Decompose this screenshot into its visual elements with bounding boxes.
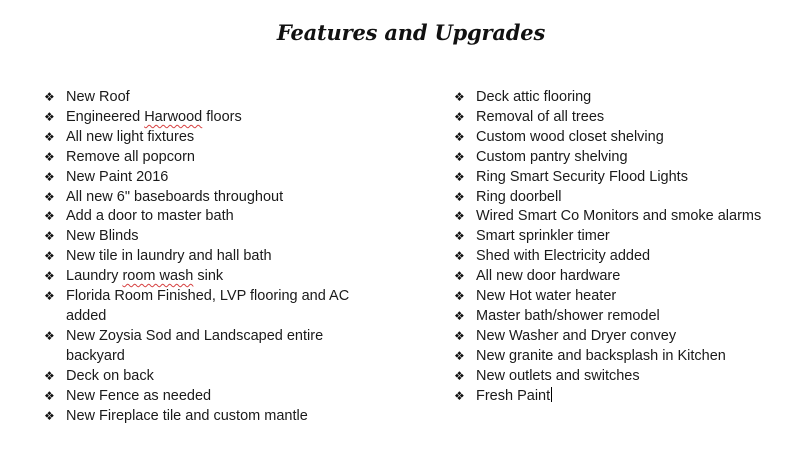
list-item-text: [476, 88, 796, 108]
list-item-text: [476, 148, 796, 168]
list-item-label: New Roof: [66, 89, 130, 105]
list-item-text: [66, 387, 366, 407]
diamond-bullet-icon: ❖: [454, 388, 465, 403]
list-item: [454, 108, 804, 128]
list-item: [454, 227, 804, 247]
diamond-bullet-icon: ❖: [454, 149, 465, 164]
list-item-text: [476, 227, 796, 247]
list-item-text: [476, 168, 796, 188]
spellcheck-flagged-word: room wash: [122, 268, 194, 285]
list-item-text: [66, 247, 366, 267]
list-item-label: All new 6" baseboards throughout: [66, 188, 284, 205]
list-item-label: New Washer and Dryer convey: [476, 327, 677, 344]
list-item-label: Add a door to master bath: [66, 208, 234, 225]
list-item-label: All new light fixtures: [66, 128, 195, 145]
list-item-label: New Zoysia Sod and Landscaped entire backyard: [66, 327, 324, 364]
list-item-label: Deck on back: [66, 367, 154, 384]
list-item-label: New Blinds: [66, 228, 139, 245]
list-item-text: [66, 207, 366, 227]
list-item-text: [476, 267, 796, 287]
diamond-bullet-icon: ❖: [44, 229, 55, 244]
list-item-text: [66, 108, 366, 128]
diamond-bullet-icon: ❖: [454, 209, 465, 224]
list-item-text: [66, 287, 366, 327]
diamond-bullet-icon: ❖: [44, 149, 55, 164]
list-item-text: [66, 88, 366, 108]
list-item-label: New Paint 2016: [66, 168, 169, 185]
list-item: [44, 108, 404, 128]
diamond-bullet-icon: ❖: [454, 129, 465, 144]
diamond-bullet-icon: ❖: [454, 269, 465, 284]
diamond-bullet-icon: ❖: [454, 90, 465, 104]
list-item-label: Remove all popcorn: [66, 148, 195, 165]
diamond-bullet-icon: ❖: [44, 129, 55, 144]
diamond-bullet-icon: ❖: [44, 269, 55, 284]
list-item: [44, 128, 404, 148]
list-item: [44, 227, 404, 247]
list-item: [44, 387, 404, 407]
text-cursor: [551, 387, 552, 402]
spellcheck-flagged-word: Harwood: [144, 108, 203, 125]
list-item-text: [476, 347, 796, 367]
list-item: [454, 327, 804, 347]
features-list-right: [454, 88, 804, 407]
list-item: [454, 168, 804, 188]
list-item-text: [476, 247, 796, 267]
list-item-label: Shed with Electricity added: [476, 248, 651, 265]
list-item-text: [476, 108, 796, 128]
diamond-bullet-icon: ❖: [44, 169, 55, 184]
list-item: [454, 347, 804, 367]
list-item-text-part: floors: [202, 108, 242, 125]
list-item-label: All new door hardware: [476, 268, 621, 285]
list-item-label: Florida Room Finished, LVP flooring and AC added: [66, 288, 350, 324]
diamond-bullet-icon: ❖: [44, 249, 55, 264]
list-item: [454, 188, 804, 208]
list-item-label: New outlets and switches: [476, 367, 640, 384]
list-item-text: [476, 188, 796, 208]
list-item: [44, 88, 404, 108]
list-item-text: [66, 188, 366, 208]
list-item-label: Master bath/shower remodel: [476, 307, 660, 324]
diamond-bullet-icon: ❖: [454, 368, 465, 383]
diamond-bullet-icon: ❖: [454, 328, 465, 343]
list-item: [44, 287, 404, 327]
list-item: [454, 267, 804, 287]
list-item-text-part: Laundry: [66, 268, 123, 285]
diamond-bullet-icon: ❖: [44, 328, 55, 343]
list-item-text: [66, 168, 366, 188]
list-item: [44, 148, 404, 168]
list-item-text: [66, 367, 366, 387]
list-item: [44, 267, 404, 287]
list-item-label: Fresh Paint: [476, 387, 551, 404]
diamond-bullet-icon: ❖: [454, 169, 465, 184]
diamond-bullet-icon: ❖: [44, 368, 55, 383]
list-item-label: Custom pantry shelving: [476, 148, 628, 165]
list-item: [44, 407, 404, 427]
features-list-left: [44, 88, 404, 426]
list-item: [454, 148, 804, 168]
list-item-label: Removal of all trees: [476, 108, 605, 125]
list-item: [44, 247, 404, 267]
list-item-label: Wired Smart Co Monitors and smoke alarms: [476, 208, 762, 225]
list-item: [44, 188, 404, 208]
diamond-bullet-icon: ❖: [44, 209, 55, 224]
list-item-text-part: sink: [193, 268, 224, 285]
list-item-label: Deck attic flooring: [476, 89, 592, 105]
list-item-label: Smart sprinkler timer: [476, 228, 610, 245]
list-item-text: [66, 327, 366, 367]
diamond-bullet-icon: ❖: [454, 249, 465, 264]
diamond-bullet-icon: ❖: [454, 289, 465, 304]
list-item-label: New Fireplace tile and custom mantle: [66, 407, 308, 424]
list-item-text: [66, 267, 366, 287]
list-item-text: [476, 367, 796, 387]
list-item: [44, 207, 404, 227]
list-item: [44, 367, 404, 387]
diamond-bullet-icon: ❖: [454, 109, 465, 124]
list-item-text: [476, 327, 796, 347]
list-item: [454, 367, 804, 387]
list-item-text: [476, 207, 796, 227]
list-item-label: New Fence as needed: [66, 387, 212, 404]
list-item: [454, 307, 804, 327]
diamond-bullet-icon: ❖: [454, 229, 465, 244]
list-item: [454, 287, 804, 307]
list-item-text: [66, 227, 366, 247]
list-item: [454, 247, 804, 267]
diamond-bullet-icon: ❖: [44, 109, 55, 124]
diamond-bullet-icon: ❖: [454, 308, 465, 323]
list-item: [454, 88, 804, 108]
list-item-text-part: Engineered: [66, 108, 145, 125]
list-item-label: Custom wood closet shelving: [476, 128, 664, 145]
diamond-bullet-icon: ❖: [454, 189, 465, 204]
document-title: Features and Upgrades: [276, 20, 546, 45]
list-item-text: [66, 407, 366, 427]
diamond-bullet-icon: ❖: [44, 189, 55, 204]
diamond-bullet-icon: ❖: [44, 388, 55, 403]
list-item-text: [476, 128, 796, 148]
list-item-text: [66, 148, 366, 168]
list-item-text: [476, 307, 796, 327]
list-item-text: [66, 128, 366, 148]
diamond-bullet-icon: ❖: [44, 408, 55, 423]
list-item: [44, 168, 404, 188]
list-item: [454, 207, 804, 227]
list-item-text: [476, 387, 796, 407]
list-item-label: Ring Smart Security Flood Lights: [476, 168, 688, 185]
list-item-label: New tile in laundry and hall bath: [66, 248, 272, 265]
list-item-text: [476, 287, 796, 307]
diamond-bullet-icon: ❖: [44, 90, 55, 104]
list-item: [454, 387, 804, 407]
list-item: [44, 327, 404, 367]
list-item-label: New Hot water heater: [476, 288, 617, 305]
list-item-label: New granite and backsplash in Kitchen: [476, 347, 726, 364]
list-item-label: Ring doorbell: [476, 188, 562, 205]
diamond-bullet-icon: ❖: [454, 348, 465, 363]
list-item: [454, 128, 804, 148]
diamond-bullet-icon: ❖: [44, 289, 55, 304]
